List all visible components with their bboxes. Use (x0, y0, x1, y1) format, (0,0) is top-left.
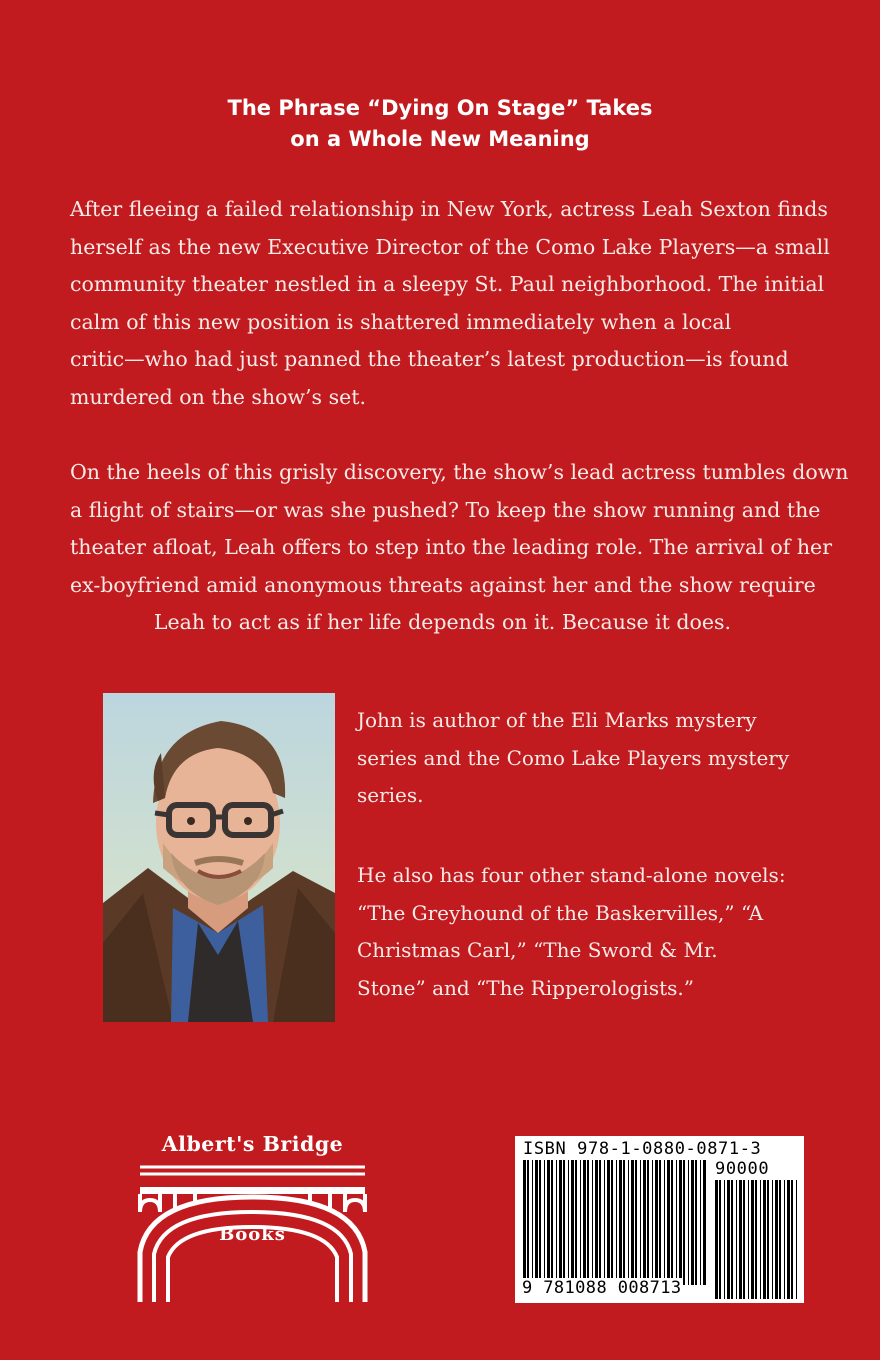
barcode-bar (575, 1160, 577, 1285)
barcode-bar (559, 1160, 562, 1285)
blurb-paragraph-1 (70, 191, 830, 416)
barcode-bar (547, 1160, 550, 1285)
ean-number: 9 781088 008713 (522, 1278, 682, 1298)
barcode-bar (772, 1180, 773, 1299)
tagline-line-2: on a Whole New Meaning (290, 127, 590, 151)
barcode-bar (703, 1160, 706, 1285)
barcode-bar (791, 1180, 793, 1299)
barcode-bar (751, 1180, 754, 1299)
barcode-bar (763, 1180, 766, 1299)
barcode-bar (551, 1160, 553, 1285)
barcode-bar (535, 1160, 538, 1285)
author-bio-2 (357, 857, 817, 1007)
barcode-bar (604, 1160, 605, 1285)
barcode-bar (635, 1160, 637, 1285)
barcode-bar (695, 1160, 697, 1285)
barcode-bar (587, 1160, 589, 1285)
bio-line: Stone” and “The Ripperologists.” (357, 975, 694, 1000)
bio-line: “The Greyhound of the Baskervilles,” “A (357, 900, 764, 925)
barcode-bar (532, 1160, 533, 1285)
barcode-bar (787, 1180, 790, 1299)
barcode-bar (583, 1160, 586, 1285)
barcode-bar (616, 1160, 617, 1285)
blurb-line: theater afloat, Leah offers to step into the leading role. The arrival of her (70, 535, 832, 559)
barcode-bar (664, 1160, 665, 1285)
barcode-bar (784, 1180, 785, 1299)
barcode-bar (580, 1160, 581, 1285)
barcode-bar (667, 1160, 670, 1285)
blurb-line: ex-boyfriend amid anonymous threats against her and the show require (70, 572, 816, 597)
barcode-bar (595, 1160, 598, 1285)
author-bio-1 (357, 702, 817, 815)
barcode-bar (775, 1180, 778, 1299)
blurb-line: After fleeing a failed relationship in New York, actress Leah Sexton finds (70, 197, 828, 221)
barcode-bar (676, 1160, 677, 1285)
barcode-bar (700, 1160, 701, 1285)
author-photo (103, 693, 335, 1022)
barcode-bar (683, 1160, 685, 1285)
barcode-bar (731, 1180, 733, 1299)
barcode-bar (571, 1160, 574, 1285)
barcode-bar (643, 1160, 646, 1285)
barcode-bar (592, 1160, 593, 1285)
blurb-paragraph-2 (70, 454, 849, 642)
blurb-line: Leah to act as if her life depends on it. Because it does. (153, 610, 732, 634)
publisher-name: Albert's Bridge (161, 1132, 344, 1156)
barcode-bar (556, 1160, 557, 1285)
barcode-bar (568, 1160, 569, 1285)
blurb-line: murdered on the show’s set. (70, 384, 366, 409)
bio-line: John is author of the Eli Marks mystery (357, 708, 757, 732)
blurb-line: community theater nestled in a sleepy St. Paul neighborhood. The initial (70, 272, 825, 296)
barcode-bar (628, 1160, 629, 1285)
barcode-bar (563, 1160, 565, 1285)
barcode-bar (767, 1180, 769, 1299)
barcode-bar (743, 1180, 745, 1299)
barcode-bar (659, 1160, 661, 1285)
barcode-bar (679, 1160, 682, 1285)
blurb-line: On the heels of this grisly discovery, the show’s lead actress tumbles down (70, 460, 849, 484)
barcode-bar (724, 1180, 725, 1299)
barcode-bar (619, 1160, 622, 1285)
barcode-bar (691, 1160, 694, 1285)
barcode-bar (671, 1160, 673, 1285)
barcode-bar (631, 1160, 634, 1285)
publisher-logo (130, 1132, 375, 1302)
barcode-bar (736, 1180, 737, 1299)
barcode-bar (755, 1180, 757, 1299)
blurb-line: calm of this new position is shattered immediately when a local (70, 309, 732, 334)
bridge-icon (130, 1132, 375, 1302)
bio-line: Christmas Carl,” “The Sword & Mr. (357, 938, 718, 962)
publisher-books: Books (219, 1224, 286, 1245)
barcode-bar (719, 1180, 721, 1299)
price-addon: 90000 (715, 1159, 770, 1179)
barcode-bar (647, 1160, 649, 1285)
blurb-line: herself as the new Executive Director of the Como Lake Players—a small (70, 234, 830, 259)
barcode-bar (688, 1160, 689, 1285)
barcode-bar (527, 1160, 529, 1285)
isbn-label: ISBN 978-1-0880-0871-3 (523, 1139, 762, 1159)
barcode-bar (727, 1180, 730, 1299)
blurb-line: a flight of stairs—or was she pushed? To keep the show running and the (70, 497, 821, 522)
barcode-bar (715, 1180, 718, 1299)
barcode-bar (611, 1160, 613, 1285)
barcode-bar (739, 1180, 742, 1299)
barcode-bar (544, 1160, 545, 1285)
barcode-bar (523, 1160, 526, 1285)
barcode-bar (623, 1160, 625, 1285)
barcode-bar (539, 1160, 541, 1285)
bio-line: series and the Como Lake Players mystery (357, 745, 790, 770)
bio-line: series. (357, 783, 424, 807)
blurb-line: critic—who had just panned the theater’s latest production—is found (70, 347, 789, 371)
barcode-bar (779, 1180, 781, 1299)
barcode-bar (599, 1160, 601, 1285)
barcode-bar (655, 1160, 658, 1285)
barcode-bar (607, 1160, 610, 1285)
tagline-line-1: The Phrase “Dying On Stage” Takes (227, 96, 653, 120)
barcode-bar (652, 1160, 653, 1285)
isbn-barcode (515, 1136, 804, 1303)
barcode-bar (796, 1180, 797, 1299)
barcode-bar (640, 1160, 641, 1285)
barcode-bar (760, 1180, 761, 1299)
tagline (0, 93, 880, 155)
bio-line: He also has four other stand-alone novels: (357, 863, 786, 887)
barcode-bar (748, 1180, 749, 1299)
